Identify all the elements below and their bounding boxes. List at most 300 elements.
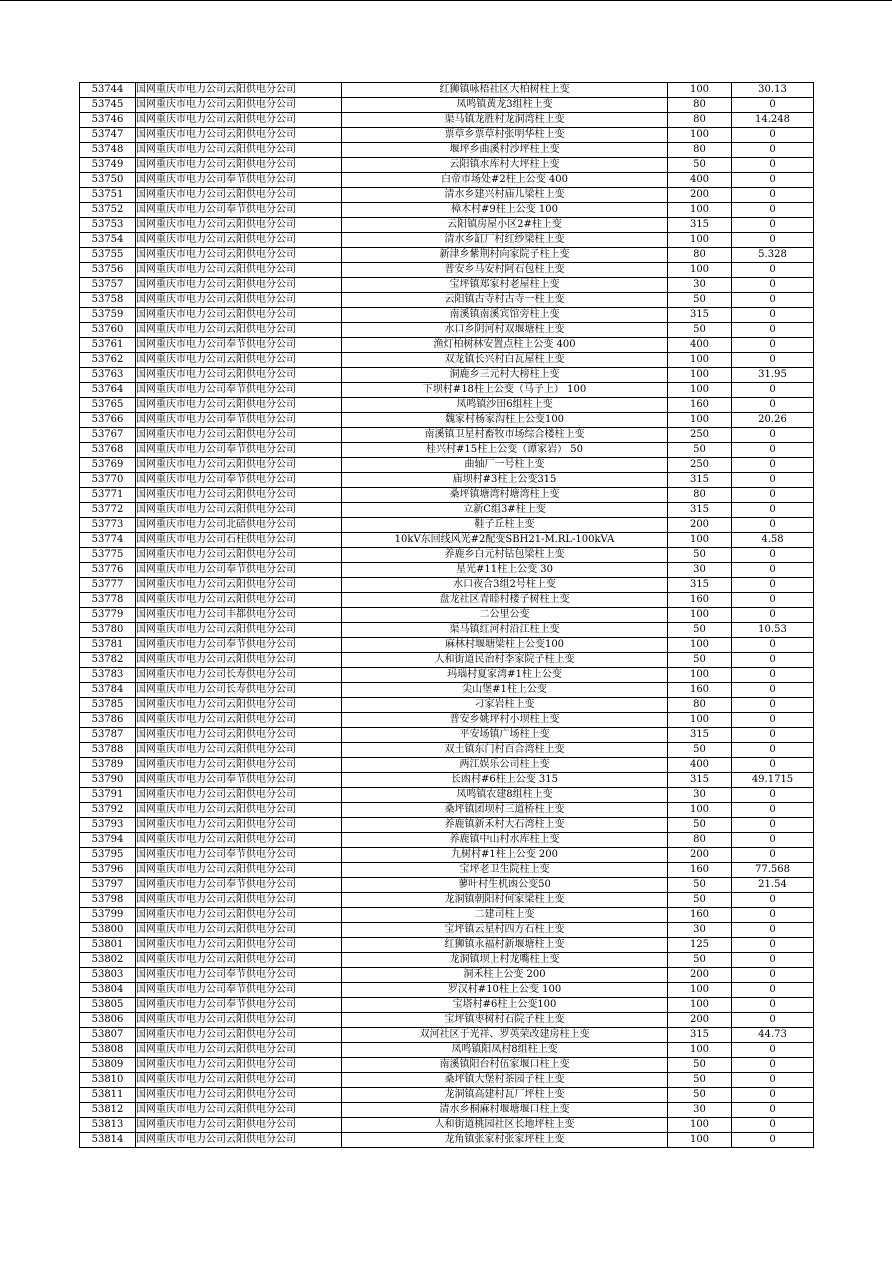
transformer-name-cell: 人和街道民治村李家院子柱上变 [342, 653, 668, 668]
company-cell: 国网重庆市电力公司云阳供电分公司 [136, 1043, 342, 1058]
table-row [80, 668, 814, 683]
table-row [80, 398, 814, 413]
load-cell: 44.73 [732, 1028, 814, 1043]
transformer-name-cell: 蓼叶村生机凼公变50 [342, 878, 668, 893]
capacity-cell: 315 [668, 473, 732, 488]
load-cell: 0 [732, 833, 814, 848]
transformer-name-cell: 宝坪镇郑家村老屋柱上变 [342, 278, 668, 293]
table-row [80, 938, 814, 953]
row-id-cell: 53761 [80, 338, 136, 353]
table-row [80, 308, 814, 323]
table-row [80, 1073, 814, 1088]
load-cell: 0 [732, 353, 814, 368]
transformer-name-cell: 桑坪镇塘湾村塘湾柱上变 [342, 488, 668, 503]
table-row [80, 173, 814, 188]
transformer-name-cell: 宝坪镇云星村四方石柱上变 [342, 923, 668, 938]
company-cell: 国网重庆市电力公司云阳供电分公司 [136, 488, 342, 503]
row-id-cell: 53747 [80, 128, 136, 143]
load-cell: 0 [732, 968, 814, 983]
table-row [80, 893, 814, 908]
transformer-name-cell: 盘龙社区青睦村楼子树柱上变 [342, 593, 668, 608]
capacity-cell: 315 [668, 1028, 732, 1043]
table-row [80, 953, 814, 968]
company-cell: 国网重庆市电力公司云阳供电分公司 [136, 1088, 342, 1103]
table-body [80, 83, 814, 1148]
load-cell: 0 [732, 743, 814, 758]
load-cell: 10.53 [732, 623, 814, 638]
transformer-name-cell: 养鹿镇中山村水库柱上变 [342, 833, 668, 848]
load-cell: 49.1715 [732, 773, 814, 788]
load-cell: 0 [732, 338, 814, 353]
load-cell: 0 [732, 293, 814, 308]
load-cell: 0 [732, 1043, 814, 1058]
transformer-name-cell: 普安乡姚坪村小坝柱上变 [342, 713, 668, 728]
transformer-name-cell: 人和街道桃园社区长地坪柱上变 [342, 1118, 668, 1133]
transformer-name-cell: 南溪镇卫星村畜牧市场综合楼柱上变 [342, 428, 668, 443]
company-cell: 国网重庆市电力公司云阳供电分公司 [136, 98, 342, 113]
row-id-cell: 53777 [80, 578, 136, 593]
table-row [80, 1043, 814, 1058]
load-cell: 0 [732, 593, 814, 608]
table-row [80, 98, 814, 113]
row-id-cell: 53782 [80, 653, 136, 668]
load-cell: 0 [732, 1058, 814, 1073]
company-cell: 国网重庆市电力公司云阳供电分公司 [136, 218, 342, 233]
transformer-name-cell: 二建司柱上变 [342, 908, 668, 923]
capacity-cell: 80 [668, 98, 732, 113]
company-cell: 国网重庆市电力公司云阳供电分公司 [136, 248, 342, 263]
company-cell: 国网重庆市电力公司奉节供电分公司 [136, 878, 342, 893]
table-row [80, 1088, 814, 1103]
company-cell: 国网重庆市电力公司云阳供电分公司 [136, 398, 342, 413]
row-id-cell: 53797 [80, 878, 136, 893]
company-cell: 国网重庆市电力公司云阳供电分公司 [136, 113, 342, 128]
table-row [80, 1103, 814, 1118]
capacity-cell: 200 [668, 188, 732, 203]
capacity-cell: 160 [668, 593, 732, 608]
table-row [80, 203, 814, 218]
table-row [80, 683, 814, 698]
table-row [80, 968, 814, 983]
load-cell: 0 [732, 803, 814, 818]
capacity-cell: 30 [668, 788, 732, 803]
load-cell: 0 [732, 488, 814, 503]
company-cell: 国网重庆市电力公司云阳供电分公司 [136, 818, 342, 833]
transformer-name-cell: 龙角镇张家村张家坪柱上变 [342, 1133, 668, 1148]
capacity-cell: 80 [668, 833, 732, 848]
load-cell: 0 [732, 458, 814, 473]
table-row [80, 638, 814, 653]
table-row [80, 488, 814, 503]
table-row [80, 443, 814, 458]
table-row [80, 1013, 814, 1028]
capacity-cell: 100 [668, 1118, 732, 1133]
company-cell: 国网重庆市电力公司云阳供电分公司 [136, 713, 342, 728]
row-id-cell: 53783 [80, 668, 136, 683]
capacity-cell: 315 [668, 218, 732, 233]
transformer-name-cell: 水口乡阴河村双堰塘柱上变 [342, 323, 668, 338]
company-cell: 国网重庆市电力公司云阳供电分公司 [136, 278, 342, 293]
load-cell: 0 [732, 548, 814, 563]
table-row [80, 548, 814, 563]
transformer-name-cell: 云阳镇古寺村古寺一柱上变 [342, 293, 668, 308]
table-row [80, 503, 814, 518]
company-cell: 国网重庆市电力公司云阳供电分公司 [136, 143, 342, 158]
transformer-name-cell: 清水乡建兴村庙儿梁柱上变 [342, 188, 668, 203]
transformer-name-cell: 云阳镇水库村大坪柱上变 [342, 158, 668, 173]
row-id-cell: 53801 [80, 938, 136, 953]
capacity-cell: 50 [668, 293, 732, 308]
load-cell: 0 [732, 188, 814, 203]
company-cell: 国网重庆市电力公司奉节供电分公司 [136, 563, 342, 578]
capacity-cell: 100 [668, 203, 732, 218]
transformer-name-cell: 凤鸣镇黄龙3组柱上变 [342, 98, 668, 113]
capacity-cell: 100 [668, 638, 732, 653]
row-id-cell: 53754 [80, 233, 136, 248]
capacity-cell: 100 [668, 353, 732, 368]
capacity-cell: 100 [668, 713, 732, 728]
company-cell: 国网重庆市电力公司奉节供电分公司 [136, 968, 342, 983]
company-cell: 国网重庆市电力公司云阳供电分公司 [136, 1118, 342, 1133]
transformer-name-cell: 清水乡缸厂村红纱梁柱上变 [342, 233, 668, 248]
capacity-cell: 250 [668, 458, 732, 473]
row-id-cell: 53773 [80, 518, 136, 533]
company-cell: 国网重庆市电力公司云阳供电分公司 [136, 308, 342, 323]
capacity-cell: 80 [668, 488, 732, 503]
row-id-cell: 53781 [80, 638, 136, 653]
row-id-cell: 53805 [80, 998, 136, 1013]
row-id-cell: 53748 [80, 143, 136, 158]
company-cell: 国网重庆市电力公司奉节供电分公司 [136, 848, 342, 863]
capacity-cell: 160 [668, 908, 732, 923]
row-id-cell: 53810 [80, 1073, 136, 1088]
row-id-cell: 53809 [80, 1058, 136, 1073]
table-row [80, 83, 814, 98]
capacity-cell: 100 [668, 128, 732, 143]
company-cell: 国网重庆市电力公司云阳供电分公司 [136, 863, 342, 878]
row-id-cell: 53792 [80, 803, 136, 818]
transformer-name-cell: 桂兴村#15柱上公变（谭家岩） 50 [342, 443, 668, 458]
row-id-cell: 53804 [80, 983, 136, 998]
table-row [80, 818, 814, 833]
table-row [80, 233, 814, 248]
load-cell: 0 [732, 398, 814, 413]
load-cell: 21.54 [732, 878, 814, 893]
capacity-cell: 50 [668, 953, 732, 968]
capacity-cell: 315 [668, 728, 732, 743]
capacity-cell: 100 [668, 533, 732, 548]
row-id-cell: 53769 [80, 458, 136, 473]
table-row [80, 803, 814, 818]
capacity-cell: 50 [668, 158, 732, 173]
capacity-cell: 160 [668, 398, 732, 413]
load-cell: 0 [732, 638, 814, 653]
company-cell: 国网重庆市电力公司云阳供电分公司 [136, 653, 342, 668]
company-cell: 国网重庆市电力公司云阳供电分公司 [136, 233, 342, 248]
company-cell: 国网重庆市电力公司长寿供电分公司 [136, 683, 342, 698]
capacity-cell: 80 [668, 248, 732, 263]
row-id-cell: 53758 [80, 293, 136, 308]
transformer-name-cell: 红狮镇咏梧社区大柏树柱上变 [342, 83, 668, 98]
company-cell: 国网重庆市电力公司云阳供电分公司 [136, 908, 342, 923]
table-row [80, 188, 814, 203]
load-cell: 30.13 [732, 83, 814, 98]
capacity-cell: 100 [668, 668, 732, 683]
table-row [80, 1028, 814, 1043]
load-cell: 0 [732, 683, 814, 698]
row-id-cell: 53789 [80, 758, 136, 773]
row-id-cell: 53790 [80, 773, 136, 788]
capacity-cell: 315 [668, 308, 732, 323]
row-id-cell: 53798 [80, 893, 136, 908]
load-cell: 0 [732, 788, 814, 803]
transformer-name-cell: 宝塔村#6柱上公变100 [342, 998, 668, 1013]
table-row [80, 728, 814, 743]
table-row [80, 353, 814, 368]
capacity-cell: 80 [668, 143, 732, 158]
load-cell: 4.58 [732, 533, 814, 548]
company-cell: 国网重庆市电力公司云阳供电分公司 [136, 1133, 342, 1148]
row-id-cell: 53774 [80, 533, 136, 548]
row-id-cell: 53768 [80, 443, 136, 458]
capacity-cell: 50 [668, 743, 732, 758]
table-row [80, 383, 814, 398]
company-cell: 国网重庆市电力公司云阳供电分公司 [136, 698, 342, 713]
capacity-cell: 200 [668, 848, 732, 863]
company-cell: 国网重庆市电力公司云阳供电分公司 [136, 803, 342, 818]
row-id-cell: 53771 [80, 488, 136, 503]
transformer-name-cell: 玛瑙村夏家湾#1柱上公变 [342, 668, 668, 683]
load-cell: 0 [732, 848, 814, 863]
company-cell: 国网重庆市电力公司云阳供电分公司 [136, 83, 342, 98]
table-row [80, 578, 814, 593]
transformer-name-cell: 龙洞镇坝上村龙嘴柱上变 [342, 953, 668, 968]
company-cell: 国网重庆市电力公司云阳供电分公司 [136, 293, 342, 308]
load-cell: 0 [732, 758, 814, 773]
transformer-name-cell: 下坝村#18柱上公变（马子上） 100 [342, 383, 668, 398]
company-cell: 国网重庆市电力公司奉节供电分公司 [136, 173, 342, 188]
row-id-cell: 53770 [80, 473, 136, 488]
table-row [80, 833, 814, 848]
capacity-cell: 160 [668, 683, 732, 698]
capacity-cell: 100 [668, 803, 732, 818]
transformer-name-cell: 洞禾柱上公变 200 [342, 968, 668, 983]
transformer-name-cell: 双土镇东门村百合湾柱上变 [342, 743, 668, 758]
load-cell: 0 [732, 923, 814, 938]
table-row [80, 413, 814, 428]
transformer-name-cell: 凤鸣镇农建8组柱上变 [342, 788, 668, 803]
row-id-cell: 53744 [80, 83, 136, 98]
capacity-cell: 100 [668, 83, 732, 98]
transformer-name-cell: 渠马镇龙胜村龙洞湾柱上变 [342, 113, 668, 128]
transformer-name-cell: 麻林村堰塘梁柱上公变100 [342, 638, 668, 653]
capacity-cell: 100 [668, 233, 732, 248]
load-cell: 0 [732, 173, 814, 188]
company-cell: 国网重庆市电力公司丰都供电分公司 [136, 608, 342, 623]
capacity-cell: 160 [668, 863, 732, 878]
load-cell: 0 [732, 1013, 814, 1028]
capacity-cell: 30 [668, 278, 732, 293]
company-cell: 国网重庆市电力公司云阳供电分公司 [136, 1058, 342, 1073]
transformer-name-cell: 洞鹿乡三元村大榜柱上变 [342, 368, 668, 383]
company-cell: 国网重庆市电力公司云阳供电分公司 [136, 788, 342, 803]
capacity-cell: 315 [668, 503, 732, 518]
load-cell: 0 [732, 728, 814, 743]
capacity-cell: 250 [668, 428, 732, 443]
table-row [80, 653, 814, 668]
transformer-name-cell: 两江娱乐公司柱上变 [342, 758, 668, 773]
row-id-cell: 53759 [80, 308, 136, 323]
capacity-cell: 100 [668, 413, 732, 428]
row-id-cell: 53776 [80, 563, 136, 578]
company-cell: 国网重庆市电力公司云阳供电分公司 [136, 368, 342, 383]
company-cell: 国网重庆市电力公司奉节供电分公司 [136, 413, 342, 428]
table-row [80, 773, 814, 788]
table-row [80, 698, 814, 713]
load-cell: 0 [732, 578, 814, 593]
transformer-name-cell: 魏家村杨家沟柱上公变100 [342, 413, 668, 428]
company-cell: 国网重庆市电力公司长寿供电分公司 [136, 668, 342, 683]
company-cell: 国网重庆市电力公司奉节供电分公司 [136, 383, 342, 398]
load-cell: 0 [732, 893, 814, 908]
load-cell: 0 [732, 443, 814, 458]
load-cell: 0 [732, 1103, 814, 1118]
row-id-cell: 53775 [80, 548, 136, 563]
table-row [80, 713, 814, 728]
table-row [80, 563, 814, 578]
load-cell: 0 [732, 98, 814, 113]
transformer-name-cell: 鞋子丘柱上变 [342, 518, 668, 533]
load-cell: 0 [732, 503, 814, 518]
table-row [80, 248, 814, 263]
transformer-name-cell: 星光#11柱上公变 30 [342, 563, 668, 578]
transformer-name-cell: 桑坪镇大堡村茶园子柱上变 [342, 1073, 668, 1088]
load-cell: 0 [732, 233, 814, 248]
transformer-name-cell: 红狮镇永福村新堰塘柱上变 [342, 938, 668, 953]
row-id-cell: 53762 [80, 353, 136, 368]
table-row [80, 128, 814, 143]
table-row [80, 758, 814, 773]
transformer-name-cell: 宝坪镇枣树村石院子柱上变 [342, 1013, 668, 1028]
row-id-cell: 53814 [80, 1133, 136, 1148]
transformer-name-cell: 养鹿镇新禾村大石湾柱上变 [342, 818, 668, 833]
company-cell: 国网重庆市电力公司云阳供电分公司 [136, 1028, 342, 1043]
row-id-cell: 53802 [80, 953, 136, 968]
load-cell: 0 [732, 998, 814, 1013]
transformer-name-cell: 平安场镇广场柱上变 [342, 728, 668, 743]
company-cell: 国网重庆市电力公司云阳供电分公司 [136, 353, 342, 368]
table-row [80, 368, 814, 383]
company-cell: 国网重庆市电力公司云阳供电分公司 [136, 953, 342, 968]
capacity-cell: 50 [668, 548, 732, 563]
capacity-cell: 30 [668, 1103, 732, 1118]
row-id-cell: 53753 [80, 218, 136, 233]
capacity-cell: 100 [668, 263, 732, 278]
row-id-cell: 53764 [80, 383, 136, 398]
row-id-cell: 53745 [80, 98, 136, 113]
row-id-cell: 53760 [80, 323, 136, 338]
row-id-cell: 53806 [80, 1013, 136, 1028]
transformer-name-cell: 南溪镇阳台村伍家堰口柱上变 [342, 1058, 668, 1073]
table-row [80, 533, 814, 548]
transformer-name-cell: 曲轴厂一号柱上变 [342, 458, 668, 473]
transformer-name-cell: 刁家岩柱上变 [342, 698, 668, 713]
table-row [80, 428, 814, 443]
capacity-cell: 50 [668, 443, 732, 458]
company-cell: 国网重庆市电力公司云阳供电分公司 [136, 623, 342, 638]
row-id-cell: 53793 [80, 818, 136, 833]
transformer-name-cell: 白帝市场处#2柱上公变 400 [342, 173, 668, 188]
load-cell: 0 [732, 428, 814, 443]
load-cell: 5.328 [732, 248, 814, 263]
table-row [80, 983, 814, 998]
table-row [80, 908, 814, 923]
company-cell: 国网重庆市电力公司云阳供电分公司 [136, 578, 342, 593]
transformer-name-cell: 票草乡票草村张明华柱上变 [342, 128, 668, 143]
row-id-cell: 53808 [80, 1043, 136, 1058]
company-cell: 国网重庆市电力公司奉节供电分公司 [136, 473, 342, 488]
company-cell: 国网重庆市电力公司云阳供电分公司 [136, 758, 342, 773]
transformer-name-cell: 罗汉村#10柱上公变 100 [342, 983, 668, 998]
capacity-cell: 100 [668, 1133, 732, 1148]
row-id-cell: 53812 [80, 1103, 136, 1118]
row-id-cell: 53800 [80, 923, 136, 938]
capacity-cell: 100 [668, 383, 732, 398]
load-cell: 14.248 [732, 113, 814, 128]
row-id-cell: 53785 [80, 698, 136, 713]
load-cell: 0 [732, 953, 814, 968]
capacity-cell: 315 [668, 578, 732, 593]
table-row [80, 923, 814, 938]
transformer-name-cell: 二公里公变 [342, 608, 668, 623]
capacity-cell: 200 [668, 968, 732, 983]
capacity-cell: 100 [668, 1043, 732, 1058]
load-cell: 0 [732, 698, 814, 713]
capacity-cell: 50 [668, 623, 732, 638]
load-cell: 0 [732, 203, 814, 218]
company-cell: 国网重庆市电力公司云阳供电分公司 [136, 1013, 342, 1028]
row-id-cell: 53766 [80, 413, 136, 428]
load-cell: 0 [732, 143, 814, 158]
transformer-name-cell: 云阳镇房屋小区2#柱上变 [342, 218, 668, 233]
row-id-cell: 53756 [80, 263, 136, 278]
table-row [80, 1118, 814, 1133]
company-cell: 国网重庆市电力公司云阳供电分公司 [136, 833, 342, 848]
table-row [80, 278, 814, 293]
company-cell: 国网重庆市电力公司云阳供电分公司 [136, 428, 342, 443]
company-cell: 国网重庆市电力公司石柱供电分公司 [136, 533, 342, 548]
page-top-rule [0, 0, 892, 1]
row-id-cell: 53787 [80, 728, 136, 743]
capacity-cell: 125 [668, 938, 732, 953]
row-id-cell: 53765 [80, 398, 136, 413]
company-cell: 国网重庆市电力公司云阳供电分公司 [136, 1103, 342, 1118]
row-id-cell: 53750 [80, 173, 136, 188]
row-id-cell: 53794 [80, 833, 136, 848]
table-row [80, 593, 814, 608]
capacity-cell: 50 [668, 323, 732, 338]
capacity-cell: 30 [668, 563, 732, 578]
row-id-cell: 53779 [80, 608, 136, 623]
load-cell: 0 [732, 1073, 814, 1088]
company-cell: 国网重庆市电力公司云阳供电分公司 [136, 728, 342, 743]
table-row [80, 623, 814, 638]
load-cell: 0 [732, 908, 814, 923]
row-id-cell: 53795 [80, 848, 136, 863]
row-id-cell: 53786 [80, 713, 136, 728]
company-cell: 国网重庆市电力公司奉节供电分公司 [136, 638, 342, 653]
row-id-cell: 53780 [80, 623, 136, 638]
